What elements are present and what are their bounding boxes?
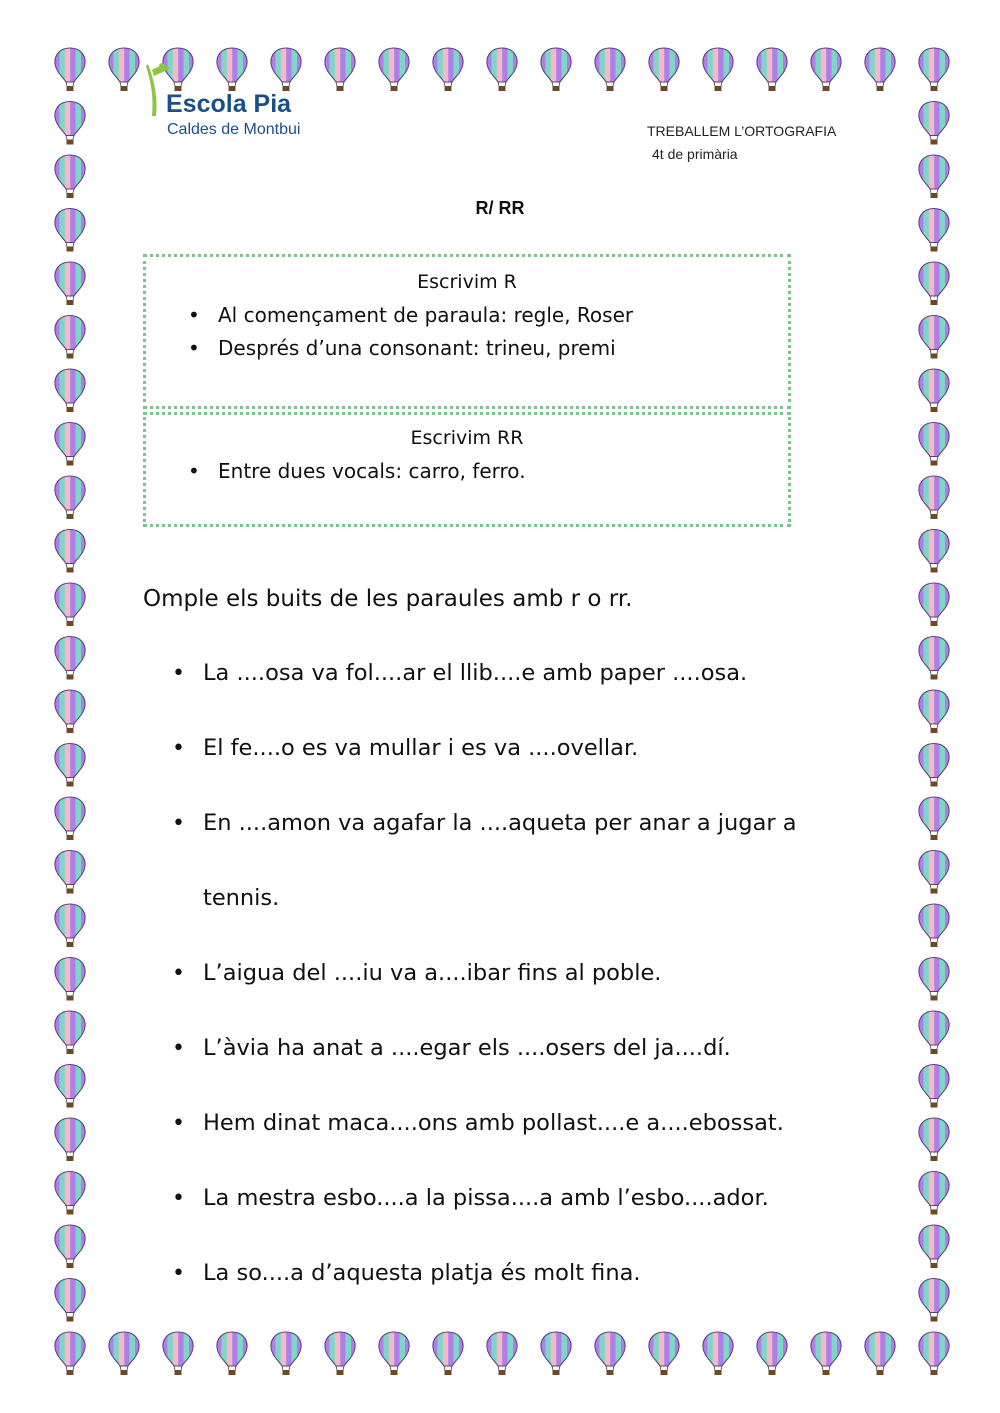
hot-air-balloon-icon <box>918 1171 951 1215</box>
hot-air-balloon-icon <box>54 368 87 412</box>
hot-air-balloon-icon <box>54 261 87 305</box>
hot-air-balloon-icon <box>324 1331 357 1375</box>
hot-air-balloon-icon <box>54 1331 87 1375</box>
hot-air-balloon-icon <box>432 1331 465 1375</box>
hot-air-balloon-icon <box>54 47 87 91</box>
rule-list <box>146 455 788 488</box>
hot-air-balloon-icon <box>918 1278 951 1322</box>
hot-air-balloon-icon <box>918 315 951 359</box>
hot-air-balloon-icon <box>918 582 951 626</box>
hot-air-balloon-icon <box>540 47 573 91</box>
hot-air-balloon-icon <box>54 1010 87 1054</box>
hot-air-balloon-icon <box>162 1331 195 1375</box>
hot-air-balloon-icon <box>54 1171 87 1215</box>
hot-air-balloon-icon <box>540 1331 573 1375</box>
hot-air-balloon-icon <box>918 1117 951 1161</box>
hot-air-balloon-icon <box>810 47 843 91</box>
hot-air-balloon-icon <box>54 154 87 198</box>
hot-air-balloon-icon <box>918 101 951 145</box>
exercise-instruction: Omple els buits de les paraules amb r o rr. <box>143 586 633 612</box>
hot-air-balloon-icon <box>918 261 951 305</box>
hot-air-balloon-icon <box>918 1064 951 1108</box>
subject-label: TREBALLEM L’ORTOGRAFIA <box>647 123 837 139</box>
hot-air-balloon-icon <box>918 475 951 519</box>
hot-air-balloon-icon <box>54 1278 87 1322</box>
exercise-list <box>170 636 870 1311</box>
hot-air-balloon-icon <box>54 529 87 573</box>
hot-air-balloon-icon <box>648 1331 681 1375</box>
hot-air-balloon-icon <box>54 850 87 894</box>
hot-air-balloon-icon <box>216 1331 249 1375</box>
exercise-item: • Hem dinat maca....ons amb pollast....e a....ebossat. <box>170 1086 870 1161</box>
hot-air-balloon-icon <box>918 689 951 733</box>
hot-air-balloon-icon <box>54 743 87 787</box>
hot-air-balloon-icon <box>918 850 951 894</box>
rule-title: Escrivim RR <box>410 427 524 449</box>
hot-air-balloon-icon <box>918 1331 951 1375</box>
hot-air-balloon-icon <box>864 1331 897 1375</box>
logo-subtitle: Caldes de Montbui <box>167 121 301 138</box>
hot-air-balloon-icon <box>918 529 951 573</box>
hot-air-balloon-icon <box>486 47 519 91</box>
hot-air-balloon-icon <box>486 1331 519 1375</box>
hot-air-balloon-icon <box>918 1010 951 1054</box>
hot-air-balloon-icon <box>648 47 681 91</box>
exercise-item: • En ....amon va agafar la ....aqueta per anar a jugar a tennis. <box>170 786 870 936</box>
rule-box-r <box>143 254 791 409</box>
hot-air-balloon-icon <box>918 154 951 198</box>
hot-air-balloon-icon <box>810 1331 843 1375</box>
hot-air-balloon-icon <box>594 1331 627 1375</box>
hot-air-balloon-icon <box>432 47 465 91</box>
rule-box-rr <box>143 412 791 527</box>
rule-title: Escrivim R <box>417 271 517 293</box>
hot-air-balloon-icon <box>54 636 87 680</box>
rule-item: • Després d’una consonant: trineu, premi <box>146 332 788 365</box>
hot-air-balloon-icon <box>918 422 951 466</box>
hot-air-balloon-icon <box>108 1331 141 1375</box>
hot-air-balloon-icon <box>54 1064 87 1108</box>
hot-air-balloon-icon <box>108 47 141 91</box>
hot-air-balloon-icon <box>756 47 789 91</box>
hot-air-balloon-icon <box>270 1331 303 1375</box>
hot-air-balloon-icon <box>54 475 87 519</box>
page-title: R/ RR <box>475 198 525 218</box>
hot-air-balloon-icon <box>378 1331 411 1375</box>
hot-air-balloon-icon <box>918 796 951 840</box>
rule-item: • Al començament de paraula: regle, Roser <box>146 299 788 332</box>
hot-air-balloon-icon <box>54 1117 87 1161</box>
hot-air-balloon-icon <box>918 903 951 947</box>
hot-air-balloon-icon <box>54 315 87 359</box>
hot-air-balloon-icon <box>756 1331 789 1375</box>
grade-label: 4t de primària <box>652 146 738 162</box>
hot-air-balloon-icon <box>54 957 87 1001</box>
hot-air-balloon-icon <box>918 636 951 680</box>
rule-item: • Entre dues vocals: carro, ferro. <box>146 455 788 488</box>
exercise-item: • El fe....o es va mullar i es va ....ovellar. <box>170 711 870 786</box>
hot-air-balloon-icon <box>594 47 627 91</box>
exercise-item: • La so....a d’aquesta platja és molt fina. <box>170 1236 870 1311</box>
hot-air-balloon-icon <box>54 582 87 626</box>
hot-air-balloon-icon <box>54 1224 87 1268</box>
hot-air-balloon-icon <box>54 101 87 145</box>
hot-air-balloon-icon <box>918 47 951 91</box>
exercise-item: • L’aigua del ....iu va a....ibar fins al poble. <box>170 936 870 1011</box>
hot-air-balloon-icon <box>918 368 951 412</box>
hot-air-balloon-icon <box>54 903 87 947</box>
hot-air-balloon-icon <box>918 957 951 1001</box>
exercise-item: • L’àvia ha anat a ....egar els ....osers del ja....dí. <box>170 1011 870 1086</box>
hot-air-balloon-icon <box>918 743 951 787</box>
hot-air-balloon-icon <box>864 47 897 91</box>
school-logo <box>140 60 360 150</box>
hot-air-balloon-icon <box>702 1331 735 1375</box>
hot-air-balloon-icon <box>702 47 735 91</box>
hot-air-balloon-icon <box>378 47 411 91</box>
hot-air-balloon-icon <box>918 1224 951 1268</box>
hot-air-balloon-icon <box>54 689 87 733</box>
hot-air-balloon-icon <box>54 422 87 466</box>
logo-title: Escola Pia <box>166 90 292 118</box>
rule-list <box>146 299 788 365</box>
hot-air-balloon-icon <box>54 796 87 840</box>
exercise-item: • La mestra esbo....a la pissa....a amb l’esbo....ador. <box>170 1161 870 1236</box>
exercise-item: • La ....osa va fol....ar el llib....e amb paper ....osa. <box>170 636 870 711</box>
